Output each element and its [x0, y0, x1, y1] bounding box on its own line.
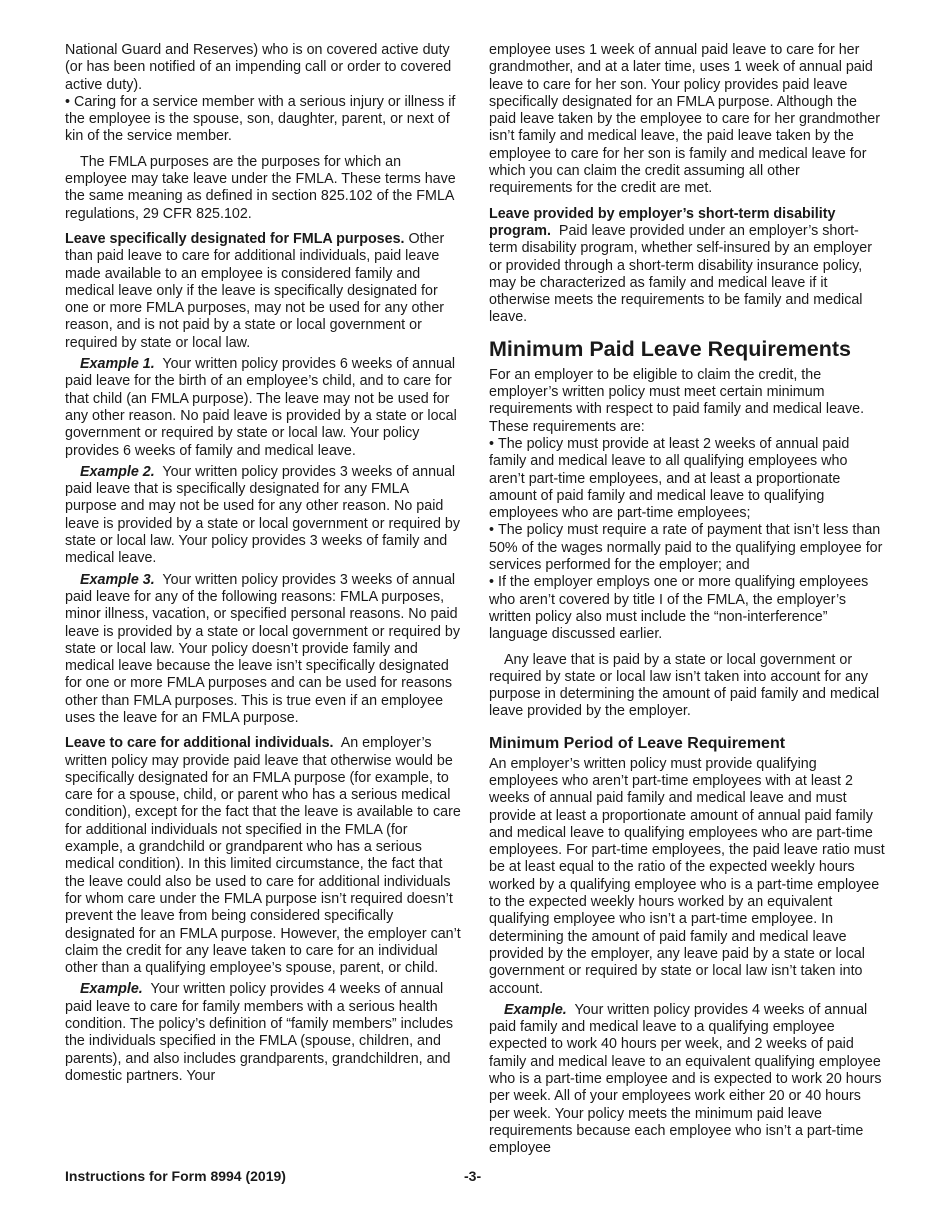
section-heading: Minimum Paid Leave Requirements: [489, 336, 852, 361]
bullet-text: The policy must provide at least 2 weeks of annual paid family and medical leave to all qualifying employees who aren’t part-time employees, and at least a proportionate amount of paid family and medical leave to qualifying employees who are part-time employees;: [489, 435, 850, 522]
example-text: Your written policy provides 4 weeks of annual paid family and medical leave to a qualifying employee expected to work 40 hours per week, and 2 weeks of paid family and medical leave to an equivalent qualifying employee who is a part-time employee and is expected to work 20 hours per week. All of your employees work either 20 or 40 hours per week. Your policy meets the minimum paid leave requirements because each employee who isn’t a part-time employee: [489, 1001, 882, 1157]
example-label: Example 2.: [80, 463, 155, 480]
paragraph: [65, 735, 461, 977]
example-label: Example.: [504, 1001, 567, 1018]
bullet-item: [489, 574, 885, 643]
paragraph: Any leave that is paid by a state or local government or required by state or local law isn’t taken into account for any purpose in determining the amount of paid family and medical leave provided by the employer.: [489, 651, 880, 720]
bullet-item: [489, 522, 885, 574]
run-in-heading: Leave specifically designated for FMLA purposes.: [65, 230, 405, 247]
bullet-text: The policy must require a rate of payment that isn’t less than 50% of the wages normally paid to the qualifying employee for services performed for the employer; and: [489, 522, 883, 574]
left-column: [65, 42, 461, 1085]
form-title: Instructions for Form 8994 (2019): [65, 1168, 286, 1184]
example-paragraph: [65, 981, 461, 1085]
example-label: Example 3.: [80, 571, 155, 588]
paragraph-text: An employer’s written policy may provide paid leave that otherwise would be specifically designated for an FMLA purpose (for example, to care for a spouse, child, or parent who has a serious medical condition), except for the fact that the leave is available to care for additional individuals not specified in the FMLA (for example, a grandchild or grandparent who has a serious medical condition). In this limited circumstance, the fact that the leave could also be used to care for additional individuals for whom care under the FMLA purpose isn’t required doesn’t prevent the leave from being considered specifically designated for an FMLA purpose. However, the employer can’t claim the credit for any leave taken to care for an individual other than a qualifying employee’s spouse, parent, or child.: [65, 735, 461, 977]
example-text: Your written policy provides 3 weeks of annual paid leave for any of the following reasons: FMLA purposes, minor illness, vacation, or specified personal reasons. No paid leave is provided by a state or local government or required by state or local law. Your policy doesn’t provide family and medical leave because the leave isn’t specifically designated for one or more FMLA purposes and can be used for reasons other than FMLA purposes. This is true even if an employee uses the leave for an FMLA purpose.: [65, 571, 460, 726]
page-number: -3-: [464, 1168, 482, 1184]
example-text: Your written policy provides 4 weeks of annual paid leave to care for family members with a serious health condition. The policy’s definition of “family members” includes the individuals specified in the FMLA (spouse, children, and parents), and also includes grandparents, grandchildren, and domestic partners. Your: [65, 981, 454, 1084]
paragraph: [489, 206, 885, 327]
bullet-item: [65, 94, 461, 146]
example-paragraph: [65, 572, 461, 728]
right-column: [489, 42, 885, 1158]
run-in-heading: Leave provided by employer’s short-term disability program.: [489, 205, 836, 239]
paragraph-text: Other than paid leave to care for additional individuals, paid leave made available to an employee is considered family and medical leave only if the leave is specifically designated for one or more FMLA purposes, may not be used for any other reason, and is not paid by a state or local government or required by state or local law.: [65, 230, 445, 351]
example-label: Example.: [80, 981, 143, 998]
bullet-text: If the employer employs one or more qualifying employees who aren’t covered by title I of the FMLA, the employer’s written policy also must include the “non-interference” language discussed earlier.: [489, 574, 869, 643]
subsection-heading: Minimum Period of Leave Requirement: [489, 734, 786, 752]
example-paragraph: [489, 1002, 885, 1158]
paragraph: employee uses 1 week of annual paid leave to care for her grandmother, and at a later time, uses 1 week of annual paid leave to care for her son. Your policy provides paid leave specifically designated for an FMLA purpose. Although the paid leave taken by the employee to care for her grandmother isn’t family and medical leave, the paid leave taken by the employee to care for her son is family and medical leave for which you can claim the credit assuming all other requirements for the credit are met.: [489, 42, 881, 197]
paragraph-text: Paid leave provided under an employer’s short-term disability program, whether self-insured by an employer or provided through a short-term disability insurance policy, may be characterized as family and medical leave if it otherwise meets the requirements to be family and medical leave.: [489, 222, 873, 326]
paragraph: An employer’s written policy must provide qualifying employees who aren’t part-time employees with at least 2 weeks of annual paid family and medical leave and must provide at least a proportionate amount of annual paid family and medical leave to qualifying employees who are part-time employees. For part-time employees, the paid leave ratio must be at least equal to the ratio of the expected weekly hours worked by a qualifying employee who is a part-time employee to the expected weekly hours worked by an equivalent qualifying employee who isn’t a part-time employee. In determining the amount of paid family and medical leave provided by the employer, any leave paid by a state or local government or required by state or local law isn’t taken into account.: [489, 755, 885, 997]
paragraph: National Guard and Reserves) who is on covered active duty (or has been notified of an impending call or order to covered active duty).: [65, 42, 452, 93]
bullet-item: [489, 436, 885, 522]
example-text: Your written policy provides 6 weeks of annual paid leave for the birth of an employee’s child, and to care for that child (an FMLA purpose). The leave may not be used for any other reason. No paid leave is provided by a state or local government or required by state or local law. Your policy provides 6 weeks of family and medical leave.: [65, 356, 457, 459]
paragraph: [65, 231, 461, 352]
example-text: Your written policy provides 3 weeks of annual paid leave that is specifically designated for any FMLA purpose and may not be used for any other reason. No paid leave is provided by a state or local government or required by state or local law. Your policy provides 3 weeks of family and medical leave.: [65, 463, 460, 567]
example-paragraph: [65, 464, 461, 568]
paragraph: The FMLA purposes are the purposes for which an employee may take leave under the FMLA. These terms have the same meaning as defined in section 825.102 of the FMLA regulations, 29 CFR 825.102.: [65, 153, 456, 222]
run-in-heading: Leave to care for additional individuals.: [65, 735, 334, 752]
paragraph: For an employer to be eligible to claim the credit, the employer’s written policy must meet certain minimum requirements with respect to paid family and medical leave. These requirements are:: [489, 366, 865, 435]
bullet-text: Caring for a service member with a serious injury or illness if the employee is the spouse, son, daughter, parent, or next of kin of the service member.: [65, 93, 456, 145]
example-paragraph: [65, 356, 461, 460]
example-label: Example 1.: [80, 356, 155, 373]
